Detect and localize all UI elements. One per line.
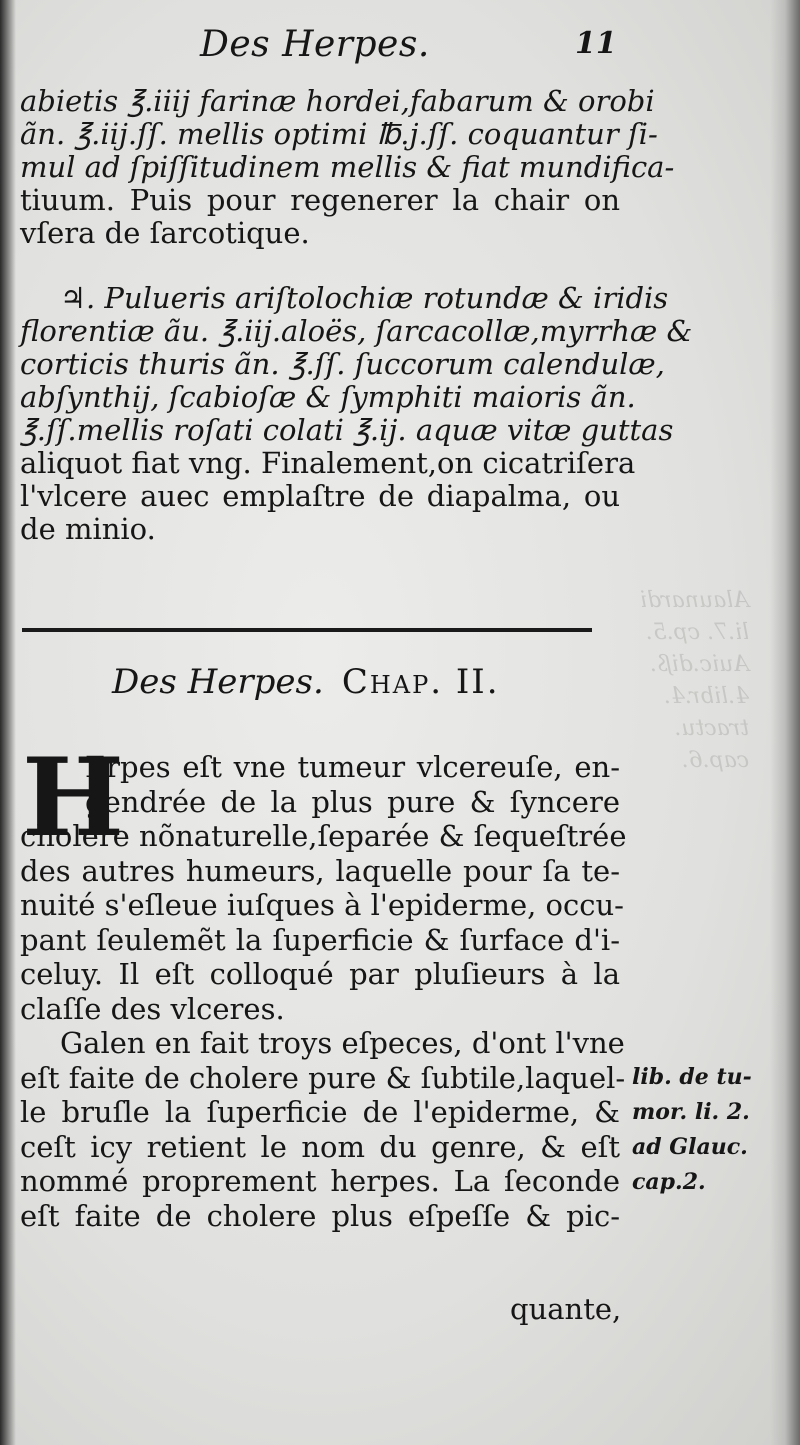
chapter-body	[20, 735, 627, 1233]
text-line: ceſt icy retient le nom du genre, & eſt	[20, 1129, 620, 1164]
text-line: Erpes eſt vne tumeur vlcereuſe, en-	[85, 750, 620, 784]
text-line: florentiæ ãu. ℥.iij.aloës, ſarcacollæ,myrrhæ &	[20, 314, 693, 348]
marginal-line: ad Glauc.	[632, 1134, 748, 1160]
text-line: aliquot fiat vng. Finalement,on cicatriſera	[20, 446, 636, 480]
page-gutter-shadow	[0, 0, 16, 1445]
marginal-line: lib. de tu-	[632, 1064, 752, 1090]
chapter-title	[112, 662, 500, 702]
text-line: cholere nõnaturelle,ſeparée & ſequeſtrée	[20, 819, 627, 853]
page-number: 11	[575, 26, 617, 61]
text-line: abſynthij, ſcabioſæ & ſymphiti maioris ãn.	[20, 380, 636, 414]
text-line: mul ad ſpiſſitudinem mellis & fiat mundifica-	[20, 150, 675, 184]
page-edge-shadow	[770, 0, 800, 1445]
text-line: eſt faite de cholere pure & ſubtile,laquel-	[20, 1060, 626, 1095]
text-line: de minio.	[20, 512, 156, 546]
text-line: des autres humeurs, laquelle pour ſa te-	[20, 853, 620, 888]
marginal-note	[632, 1060, 782, 1200]
text-line: vſera de ſarcotique.	[20, 216, 310, 250]
text-line: pant ſeulemẽt la ſuperficie & ſurface d'i-	[20, 922, 620, 957]
marginal-line: mor. li. 2.	[632, 1099, 750, 1125]
chapter-number: Chap. II.	[341, 662, 500, 702]
text-line: gendrée de la plus pure & ſyncere	[85, 784, 620, 819]
running-head: Des Herpes.	[200, 24, 430, 65]
text-line: ãn. ℥.iij.ſſ. mellis optimi ℔.j.ſſ. coquantur ſi-	[20, 117, 658, 151]
drop-cap: H	[22, 735, 125, 861]
catchword: quante,	[510, 1292, 622, 1326]
chapter-title-name: Des Herpes.	[112, 662, 324, 702]
prescription-paragraph-1	[20, 84, 675, 250]
text-line: l'vlcere auec emplaſtre de diapalma, ou	[20, 479, 620, 513]
text-line: nuité s'eſleue iuſques à l'epiderme, occu-	[20, 888, 624, 922]
text-line: ♃. Pulueris ariſtolochiæ rotundæ & iridis	[60, 281, 669, 315]
prescription-paragraph-2	[20, 281, 693, 546]
text-line: tiuum. Puis pour regenerer la chair on	[20, 183, 620, 217]
bleed-through-text: Alaunardi li.7. cp.5. Auic.diß. 4.libr.4. tractu. cap.6.	[640, 588, 750, 773]
text-line: nommé proprement herpes. La ſeconde	[20, 1164, 620, 1198]
text-line: ℥.ſſ.mellis roſati colati ℥.ij. aquæ vitæ guttas	[20, 413, 674, 447]
marginal-line: cap.2.	[632, 1169, 706, 1195]
text-line: corticis thuris ãn. ℥.ſſ. ſuccorum calendulæ,	[20, 347, 665, 381]
chapter-divider-rule	[22, 628, 592, 632]
text-line: celuy. Il eſt colloqué par pluſieurs à la	[20, 957, 620, 991]
text-line: le bruſle la ſuperficie de l'epiderme, &	[20, 1095, 620, 1129]
text-line: eſt faite de cholere plus eſpeſſe & pic-	[20, 1198, 620, 1233]
text-line: claſſe des vlceres.	[20, 991, 285, 1026]
text-line: abietis ℥.iiij farinæ hordei,fabarum & orobi	[20, 84, 655, 118]
text-line: Galen en fait troys eſpeces, d'ont l'vne	[60, 1026, 625, 1060]
